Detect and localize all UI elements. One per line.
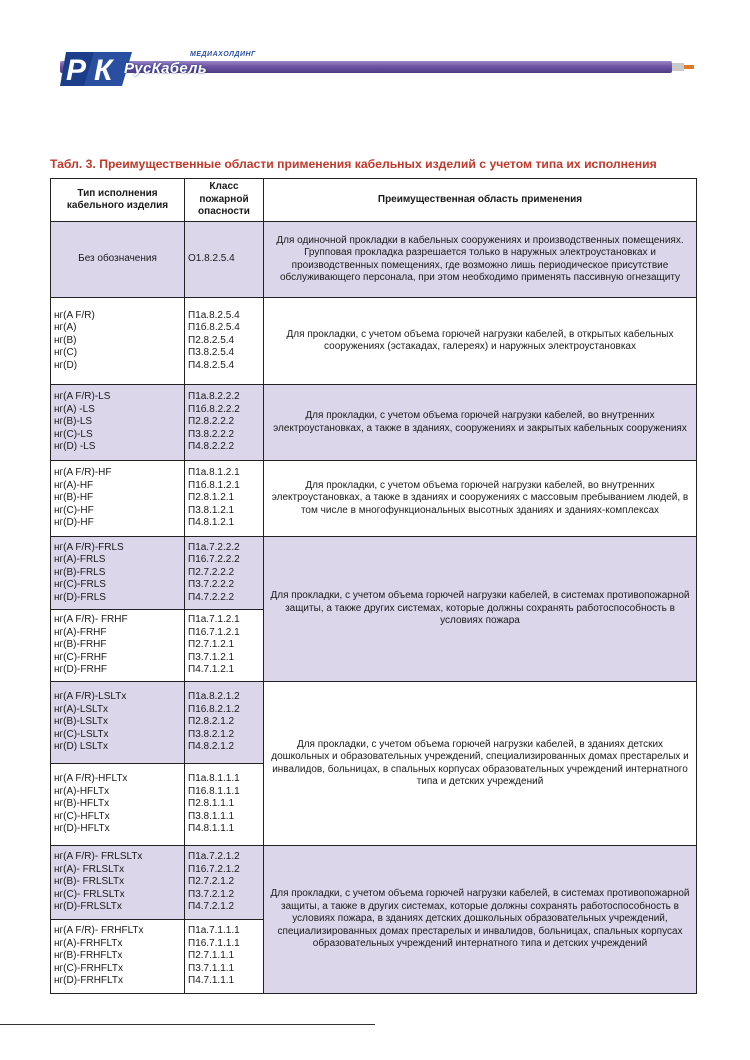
type-cell: нг(A F/R)- FRHFLTx нг(A)-FRHFLTx нг(B)-FRHFLTx нг(C)-FRHFLTx нг(D)-FRHFLTx (51, 920, 185, 994)
area-cell: Для одиночной прокладки в кабельных сооружениях и производственных помещениях. Групповая прокладка разрешается только в наружных электроустановках и производственных помещениях, где возможно лишь периодическое присутствие обслуживающего персонала, при этом необходимо применять пассивную огнезащиту (264, 222, 697, 298)
class-cell: П1а.7.1.1.1 П16.7.1.1.1 П2.7.1.1.1 П3.7.1.1.1 П4.7.1.1.1 (185, 920, 264, 994)
class-cell: П1а.7.1.2.1 П16.7.1.2.1 П2.7.1.2.1 П3.7.1.2.1 П4.7.1.2.1 (185, 610, 264, 682)
table-row (51, 537, 697, 610)
svg-text:К: К (94, 54, 113, 87)
application-table (50, 178, 697, 994)
area-cell: Для прокладки, с учетом объема горючей нагрузки кабелей, в зданиях детских дошкольных и образовательных учреждений, специализированных домах престарелых и инвалидов, больницах, в спальных корпусах образовательных учреждений интернатного типа и детских учреждений (264, 682, 697, 846)
type-cell: нг(A F/R)- FRLSLTx нг(A)- FRLSLTx нг(B)- FRLSLTx нг(C)- FRLSLTx нг(D)-FRLSLTx (51, 846, 185, 920)
cable-core-graphic (672, 63, 684, 71)
table-row (51, 222, 697, 298)
ruskabel-logo-icon (58, 50, 134, 88)
type-cell: нг(A F/R)-LS нг(A) -LS нг(B)-LS нг(C)-LS нг(D) -LS (51, 385, 185, 461)
area-cell: Для прокладки, с учетом объема горючей нагрузки кабелей, во внутренних электроустановках, а также в зданиях, сооружениях и закрытых кабельных сооружениях (264, 385, 697, 461)
svg-text:Р: Р (66, 54, 87, 87)
class-cell: П1а.7.2.1.2 П16.7.2.1.2 П2.7.2.1.2 П3.7.2.1.2 П4.7.2.1.2 (185, 846, 264, 920)
class-cell: П1а.7.2.2.2 П16.7.2.2.2 П2.7.2.2.2 П3.7.2.2.2 П4.7.2.2.2 (185, 537, 264, 610)
type-cell: нг(A F/R)-LSLTx нг(A)-LSLTx нг(B)-LSLTx нг(C)-LSLTx нг(D) LSLTx (51, 682, 185, 764)
logo-name: РусКабель (124, 60, 208, 77)
column-header-class: Класс пожарной опасности (185, 179, 264, 222)
type-cell: нг(A F/R) нг(A) нг(B) нг(C) нг(D) (51, 298, 185, 385)
area-cell: Для прокладки, с учетом объема горючей нагрузки кабелей, в системах противопожарной защиты, а также других системах, которые должны сохранять работоспособность в условиях пожара (264, 537, 697, 682)
footer-divider (0, 1024, 375, 1025)
table-row (51, 682, 697, 764)
table-row (51, 385, 697, 461)
area-cell: Для прокладки, с учетом объема горючей нагрузки кабелей, во внутренних электроустановках, а также в зданиях и сооружениях с массовым пребыванием людей, в том числе в многофункциональных высотных зданиях и зданиях-комплексах (264, 461, 697, 537)
class-cell: П1а.8.2.1.2 П16.8.2.1.2 П2.8.2.1.2 П3.8.2.1.2 П4.8.2.1.2 (185, 682, 264, 764)
table-title: Табл. 3. Преимущественные области применения кабельных изделий с учетом типа их исполнения (50, 157, 657, 171)
class-cell: П1а.8.2.2.2 П1б.8.2.2.2 П2.8.2.2.2 П3.8.2.2.2 П4.8.2.2.2 (185, 385, 264, 461)
logo-subtitle: МЕДИАХОЛДИНГ (190, 51, 256, 58)
cable-core-graphic (684, 65, 694, 69)
table-row (51, 298, 697, 385)
column-header-type: Тип исполнения кабельного изделия (51, 179, 185, 222)
class-cell: П1а.8.1.1.1 П16.8.1.1.1 П2.8.1.1.1 П3.8.1.1.1 П4.8.1.1.1 (185, 764, 264, 846)
table-header-row (51, 179, 697, 222)
class-cell: П1а.8.2.5.4 П1б.8.2.5.4 П2.8.2.5.4 П3.8.2.5.4 П4.8.2.5.4 (185, 298, 264, 385)
type-cell: нг(A F/R)- FRHF нг(A)-FRHF нг(B)-FRHF нг(C)-FRHF нг(D)-FRHF (51, 610, 185, 682)
class-cell: П1а.8.1.2.1 П1б.8.1.2.1 П2.8.1.2.1 П3.8.1.2.1 П4.8.1.2.1 (185, 461, 264, 537)
class-cell: О1.8.2.5.4 (185, 222, 264, 298)
type-cell: нг(A F/R)-HFLTx нг(A)-HFLTx нг(B)-HFLTx нг(C)-HFLTx нг(D)-HFLTx (51, 764, 185, 846)
type-cell: нг(A F/R)-HF нг(A)-HF нг(B)-HF нг(C)-HF нг(D)-HF (51, 461, 185, 537)
table-row (51, 461, 697, 537)
column-header-area: Преимущественная область применения (264, 179, 697, 222)
area-cell: Для прокладки, с учетом объема горючей нагрузки кабелей, в открытых кабельных сооружениях (эстакадах, галереях) и наружных электроустановках (264, 298, 697, 385)
page-header (0, 0, 750, 110)
area-cell: Для прокладки, с учетом объема горючей нагрузки кабелей, в системах противопожарной защиты, а также в других системах, которые должны сохранять работоспособность в условиях пожара, в зданиях детских дошкольных образовательных учреждений, специализированных домах престарелых и инвалидов, больницах, спальных корпусах образовательных учреждений интернатного типа и детских учреждений (264, 846, 697, 994)
type-cell: Без обозначения (51, 222, 185, 298)
table-row (51, 846, 697, 920)
type-cell: нг(A F/R)-FRLS нг(A)-FRLS нг(B)-FRLS нг(C)-FRLS нг(D)-FRLS (51, 537, 185, 610)
